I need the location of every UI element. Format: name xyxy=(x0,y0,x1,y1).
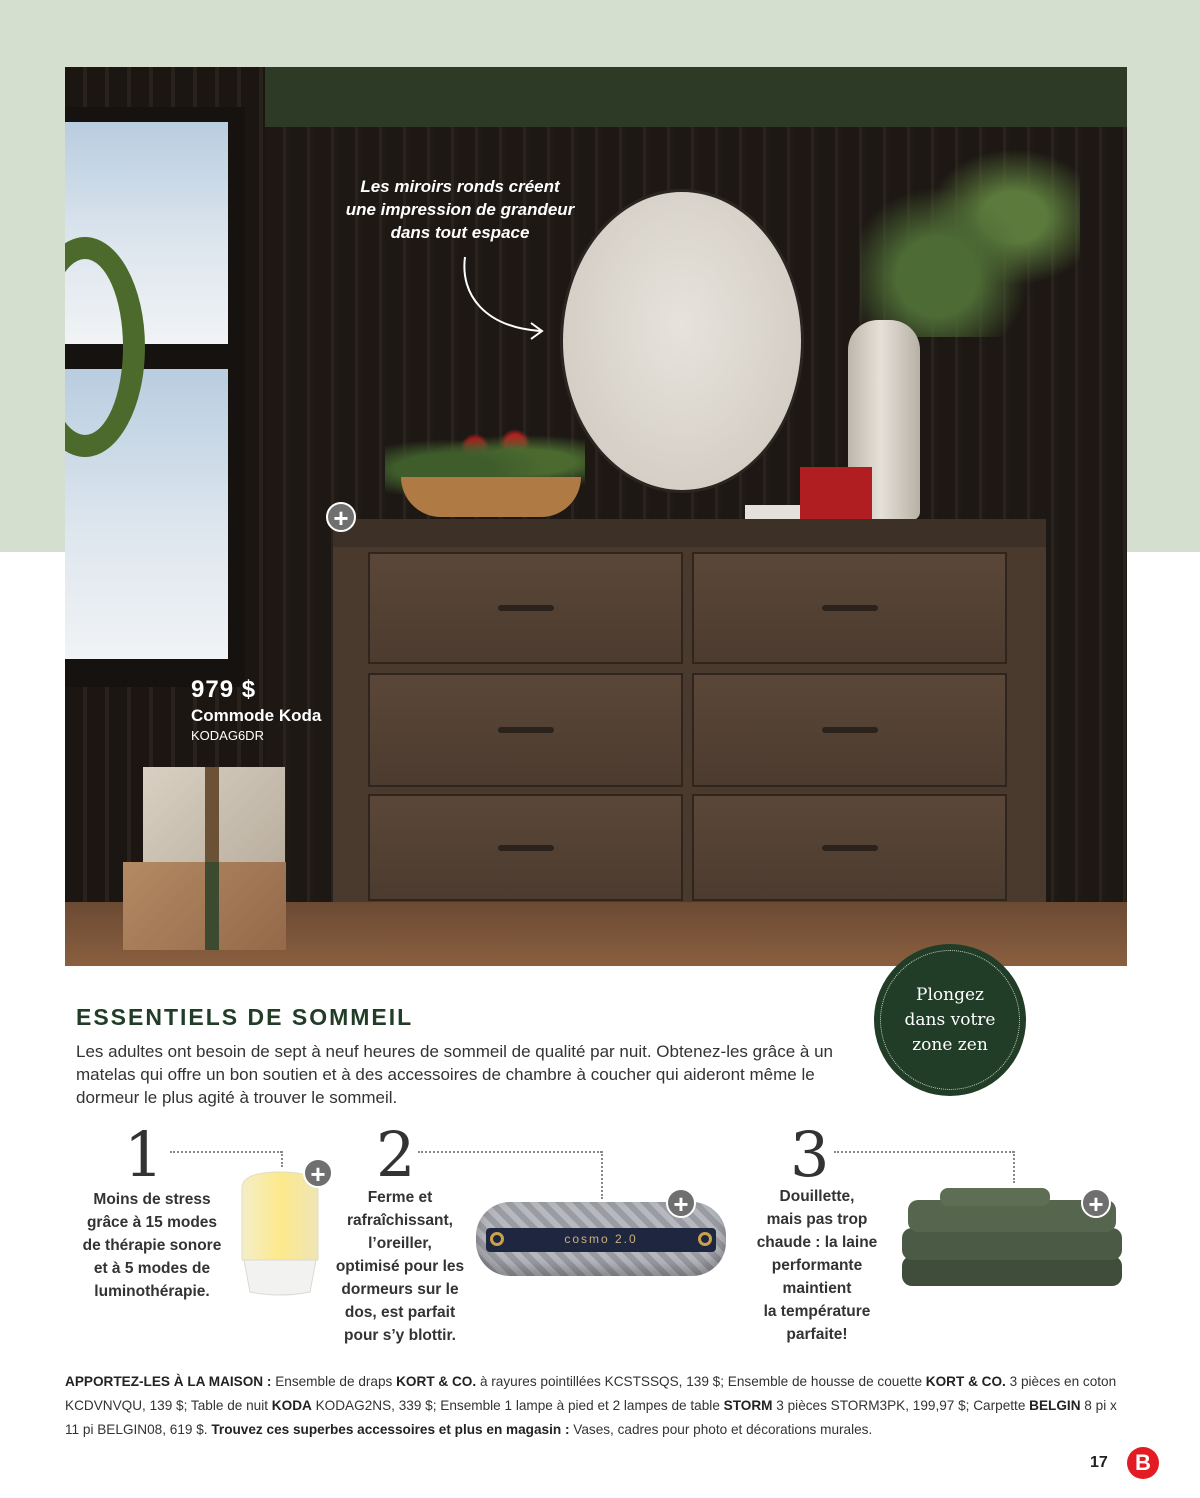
drawer xyxy=(368,794,683,901)
footer-text-run: 3 pièces STORM3PK, 199,97 $; Carpette xyxy=(772,1398,1030,1413)
mirror-callout: Les miroirs ronds créent une impression de grandeur dans tout espace xyxy=(345,177,575,242)
footer-text-run: Ensemble de draps xyxy=(275,1374,397,1389)
footer-text-run: BELGIN xyxy=(1029,1398,1081,1413)
zen-zone-badge: Plongez dans votre zone zen xyxy=(874,944,1026,1096)
sheets-add-button[interactable]: + xyxy=(1081,1188,1111,1218)
footer-text-run: 8 pi x 11 pi BELGIN08, 619 $. xyxy=(65,1398,1117,1437)
aroma-diffuser-image xyxy=(238,1168,322,1300)
feature-description: Moins de stress grâce à 15 modes de thérapie sonore et à 5 modes de luminothérapie. xyxy=(82,1191,222,1300)
pillow-add-button[interactable]: + xyxy=(666,1188,696,1218)
drawer xyxy=(368,552,683,664)
footer-text-run: APPORTEZ-LES À LA MAISON : xyxy=(65,1374,276,1389)
feature-number: 3 xyxy=(790,1118,830,1191)
product-price: 979 $ xyxy=(191,676,257,703)
footer-text-run: à rayures pointillées KCSTSSQS, 139 $; Ensemble de housse de couette xyxy=(476,1374,926,1389)
footer-text-run: STORM xyxy=(723,1398,773,1413)
drawer xyxy=(692,673,1007,787)
feature-description: Ferme et rafraîchissant, l’oreiller, optimisé pour les dormeurs sur le dos, est parfait pour s’y blottir. xyxy=(335,1189,465,1344)
section-intro: Les adultes ont besoin de sept à neuf heures de sommeil de qualité par nuit. Obtenez-les grâce à un matelas qui offre un bon soutien et à des accessoires de chambre à coucher qui aideront même le dormeur le plus agité à trouver le sommeil. xyxy=(76,1042,833,1107)
feature-number: 2 xyxy=(376,1118,416,1191)
pillow-brand-label: cosmo 2.0 xyxy=(564,1232,638,1246)
footer-text-run: 3 pièces en coton KCDVNVQU, 139 $; Table de nuit xyxy=(65,1374,1117,1413)
dresser-add-button[interactable]: + xyxy=(326,502,356,532)
round-mirror xyxy=(560,189,804,493)
bring-home-product-list xyxy=(65,1370,1130,1442)
curved-arrow-icon xyxy=(455,255,550,340)
footer-text-run: KODA xyxy=(271,1398,312,1413)
footer-text-run: KORT & CO. xyxy=(925,1374,1006,1389)
diffuser-add-button[interactable]: + xyxy=(303,1158,333,1188)
footer-text-run: KORT & CO. xyxy=(396,1374,477,1389)
section-title: ESSENTIELS DE SOMMEIL xyxy=(76,1004,414,1030)
wooden-bowl xyxy=(401,477,581,517)
brand-logo: B xyxy=(1127,1447,1159,1479)
page-number: 17 xyxy=(1090,1454,1108,1471)
drawer xyxy=(692,552,1007,664)
feature-number: 1 xyxy=(124,1118,164,1191)
drawer xyxy=(692,794,1007,901)
footer-text-run: Trouvez ces superbes accessoires et plus en magasin : xyxy=(211,1422,570,1437)
feature-description: Douillette, mais pas trop chaude : la laine performante maintient la température parfaite! xyxy=(756,1188,878,1343)
dresser-price-tag xyxy=(191,676,321,743)
footer-text-run: Vases, cadres pour photo et décorations murales. xyxy=(569,1422,873,1437)
plant-branches xyxy=(860,137,1080,337)
red-gift xyxy=(800,467,872,519)
product-sku: KODAG6DR xyxy=(191,728,264,743)
drawer xyxy=(368,673,683,787)
footer-text-run: KODAG2NS, 339 $; Ensemble 1 lampe à pied et 2 lampes de table xyxy=(311,1398,724,1413)
product-name: Commode Koda xyxy=(191,706,322,725)
hero-photo-koda-dresser xyxy=(65,67,1127,966)
